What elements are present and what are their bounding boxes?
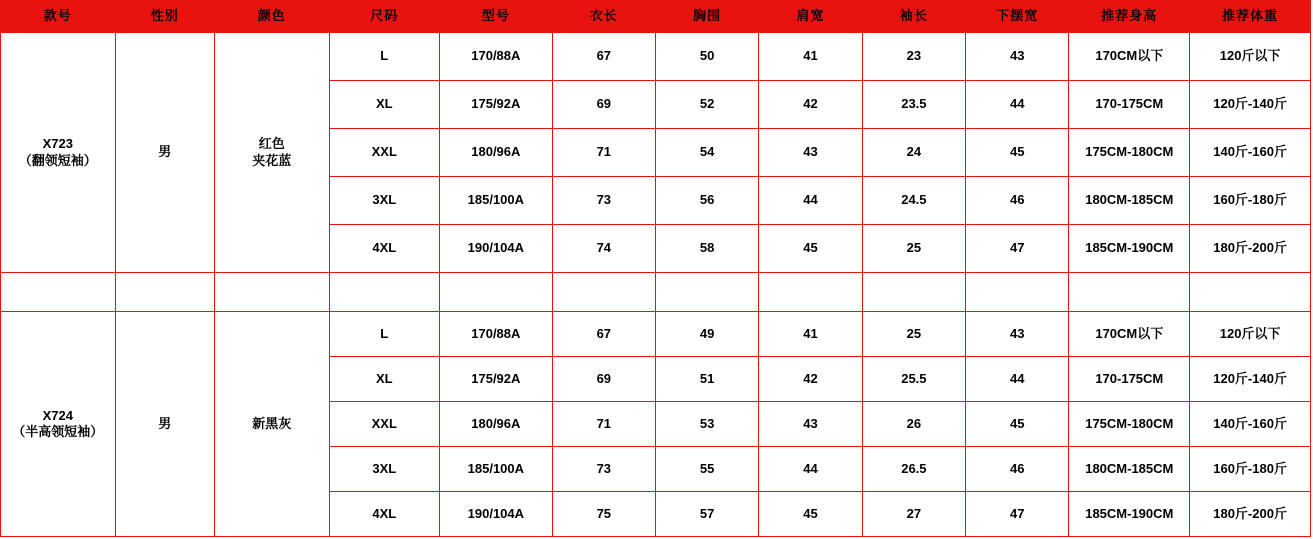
group-separator-row [1, 273, 1311, 312]
cell-height: 175CM-180CM [1069, 402, 1190, 447]
cell-sleeve: 25 [862, 312, 965, 357]
cell-spec: 185/100A [440, 177, 553, 225]
cell-spec: 190/104A [440, 492, 553, 537]
cell-height: 185CM-190CM [1069, 492, 1190, 537]
model-code: X723 [42, 136, 73, 152]
spacer-cell [1069, 273, 1190, 312]
cell-size: 4XL [329, 225, 440, 273]
cell-weight: 120斤-140斤 [1190, 81, 1311, 129]
cell-weight: 160斤-180斤 [1190, 177, 1311, 225]
cell-height: 170CM以下 [1069, 312, 1190, 357]
cell-shoulder: 41 [759, 33, 862, 81]
cell-chest: 52 [655, 81, 758, 129]
cell-shoulder: 43 [759, 129, 862, 177]
cell-length: 69 [552, 81, 655, 129]
cell-spec: 180/96A [440, 129, 553, 177]
cell-hem: 43 [966, 33, 1069, 81]
spacer-cell [329, 273, 440, 312]
cell-height: 180CM-185CM [1069, 447, 1190, 492]
header-height: 推荐身高 [1069, 1, 1190, 33]
header-color: 颜色 [214, 1, 329, 33]
header-shoulder: 肩宽 [759, 1, 862, 33]
spacer-cell [1190, 273, 1311, 312]
cell-spec: 170/88A [440, 312, 553, 357]
table-row [1, 33, 1311, 81]
cell-hem: 46 [966, 447, 1069, 492]
cell-weight: 120斤-140斤 [1190, 357, 1311, 402]
cell-chest: 51 [655, 357, 758, 402]
cell-shoulder: 42 [759, 357, 862, 402]
header-size: 尺码 [329, 1, 440, 33]
header-chest: 胸围 [655, 1, 758, 33]
spacer-cell [115, 273, 214, 312]
cell-shoulder: 44 [759, 177, 862, 225]
model-desc: （半高领短袖） [12, 424, 104, 439]
cell-spec: 175/92A [440, 357, 553, 402]
cell-height: 185CM-190CM [1069, 225, 1190, 273]
header-spec: 型号 [440, 1, 553, 33]
cell-weight: 140斤-160斤 [1190, 129, 1311, 177]
cell-hem: 44 [966, 357, 1069, 402]
cell-length: 71 [552, 402, 655, 447]
cell-height: 175CM-180CM [1069, 129, 1190, 177]
cell-height: 170-175CM [1069, 357, 1190, 402]
model-cell [1, 33, 116, 273]
cell-length: 74 [552, 225, 655, 273]
cell-spec: 170/88A [440, 33, 553, 81]
spacer-cell [1, 273, 116, 312]
header-hem: 下摆宽 [966, 1, 1069, 33]
cell-size: 4XL [329, 492, 440, 537]
cell-sleeve: 25.5 [862, 357, 965, 402]
cell-chest: 49 [655, 312, 758, 357]
cell-spec: 185/100A [440, 447, 553, 492]
cell-weight: 160斤-180斤 [1190, 447, 1311, 492]
cell-size: L [329, 312, 440, 357]
color-line-1: 红色 [258, 136, 285, 152]
cell-chest: 54 [655, 129, 758, 177]
color-line-1: 新黑灰 [252, 415, 292, 431]
cell-hem: 44 [966, 81, 1069, 129]
cell-size: XL [329, 357, 440, 402]
cell-sleeve: 23.5 [862, 81, 965, 129]
cell-sleeve: 27 [862, 492, 965, 537]
cell-sleeve: 26 [862, 402, 965, 447]
color-cell [214, 312, 329, 537]
spacer-cell [440, 273, 553, 312]
cell-spec: 175/92A [440, 81, 553, 129]
cell-sleeve: 24 [862, 129, 965, 177]
cell-size: XXL [329, 129, 440, 177]
cell-hem: 47 [966, 225, 1069, 273]
cell-sleeve: 26.5 [862, 447, 965, 492]
model-cell [1, 312, 116, 537]
cell-hem: 45 [966, 129, 1069, 177]
cell-shoulder: 44 [759, 447, 862, 492]
table-row [1, 312, 1311, 357]
color-cell [214, 33, 329, 273]
cell-chest: 58 [655, 225, 758, 273]
cell-shoulder: 41 [759, 312, 862, 357]
cell-length: 73 [552, 177, 655, 225]
cell-length: 75 [552, 492, 655, 537]
cell-chest: 50 [655, 33, 758, 81]
cell-weight: 180斤-200斤 [1190, 492, 1311, 537]
header-length: 衣长 [552, 1, 655, 33]
cell-chest: 56 [655, 177, 758, 225]
header-sleeve: 袖长 [862, 1, 965, 33]
cell-shoulder: 43 [759, 402, 862, 447]
cell-sleeve: 23 [862, 33, 965, 81]
spacer-cell [552, 273, 655, 312]
table-body [1, 33, 1311, 537]
model-desc: （翻领短袖） [18, 152, 97, 168]
header-weight: 推荐体重 [1190, 1, 1311, 33]
gender-cell: 男 [115, 33, 214, 273]
cell-length: 69 [552, 357, 655, 402]
spacer-cell [214, 273, 329, 312]
color-line-2: 夹花蓝 [252, 152, 292, 168]
spacer-cell [655, 273, 758, 312]
cell-size: 3XL [329, 447, 440, 492]
cell-height: 170CM以下 [1069, 33, 1190, 81]
spacer-cell [966, 273, 1069, 312]
cell-size: 3XL [329, 177, 440, 225]
cell-weight: 180斤-200斤 [1190, 225, 1311, 273]
cell-chest: 53 [655, 402, 758, 447]
cell-hem: 43 [966, 312, 1069, 357]
cell-size: XL [329, 81, 440, 129]
cell-size: L [329, 33, 440, 81]
cell-hem: 46 [966, 177, 1069, 225]
cell-hem: 45 [966, 402, 1069, 447]
cell-shoulder: 45 [759, 225, 862, 273]
cell-height: 180CM-185CM [1069, 177, 1190, 225]
spacer-cell [759, 273, 862, 312]
cell-length: 71 [552, 129, 655, 177]
header-model: 款号 [1, 1, 116, 33]
cell-height: 170-175CM [1069, 81, 1190, 129]
cell-sleeve: 25 [862, 225, 965, 273]
cell-weight: 140斤-160斤 [1190, 402, 1311, 447]
cell-weight: 120斤以下 [1190, 33, 1311, 81]
header-row [1, 1, 1311, 33]
model-code: X724 [42, 407, 73, 423]
table-header [1, 1, 1311, 33]
cell-shoulder: 42 [759, 81, 862, 129]
cell-weight: 120斤以下 [1190, 312, 1311, 357]
cell-spec: 180/96A [440, 402, 553, 447]
cell-shoulder: 45 [759, 492, 862, 537]
header-gender: 性别 [115, 1, 214, 33]
cell-size: XXL [329, 402, 440, 447]
cell-spec: 190/104A [440, 225, 553, 273]
cell-length: 73 [552, 447, 655, 492]
gender-cell: 男 [115, 312, 214, 537]
cell-length: 67 [552, 33, 655, 81]
cell-sleeve: 24.5 [862, 177, 965, 225]
spacer-cell [862, 273, 965, 312]
cell-length: 67 [552, 312, 655, 357]
cell-chest: 57 [655, 492, 758, 537]
cell-chest: 55 [655, 447, 758, 492]
cell-hem: 47 [966, 492, 1069, 537]
